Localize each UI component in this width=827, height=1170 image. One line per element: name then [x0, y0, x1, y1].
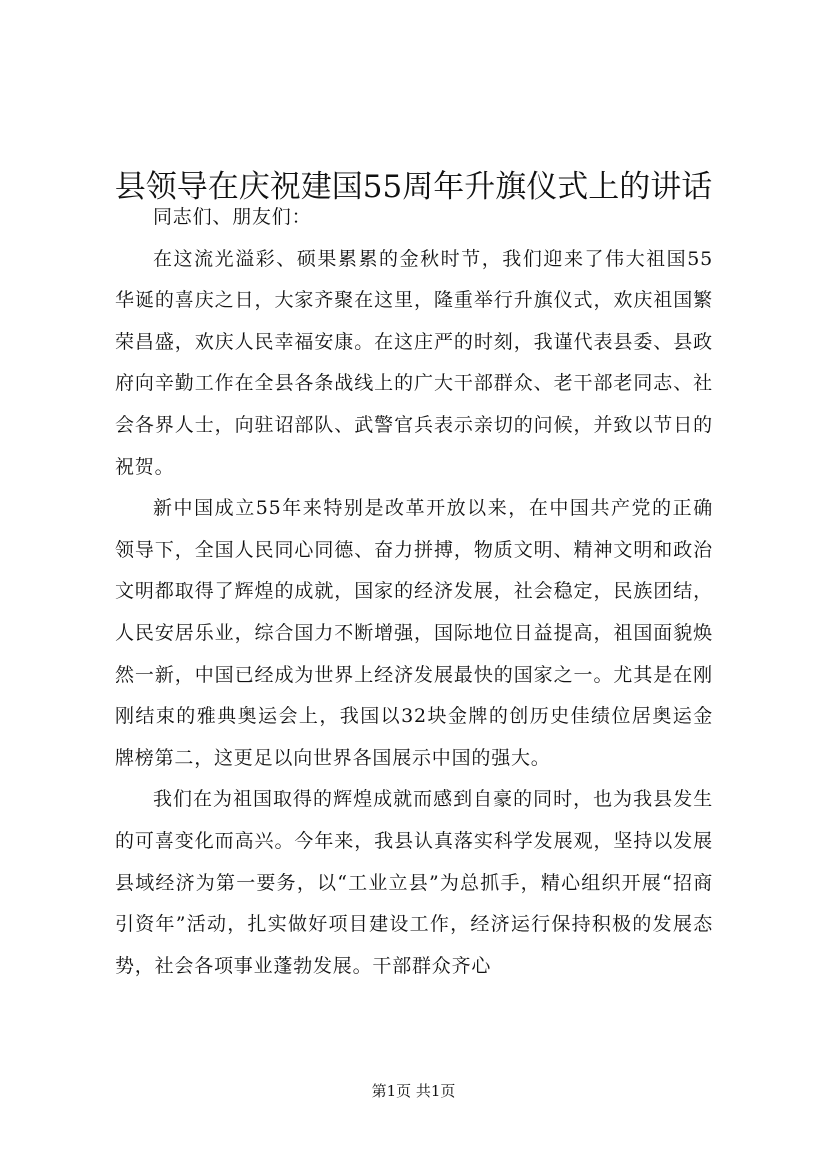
document-title: 县领导在庆祝建国55周年升旗仪式上的讲话 [114, 168, 713, 205]
salutation: 同志们、朋友们： [153, 206, 312, 228]
paragraph-2: 新中国成立55年来特别是改革开放以来，在中国共产党的正确领导下，全国人民同心同德、奋力拼搏，物质文明、精神文明和政治文明都取得了辉煌的成就，国家的经济发展，社会稳定，民族团结，人民安居乐业，综合国力不断增强，国际地位日益提高，祖国面貌焕然一新，中国已经成为世界上经济发展最快的国家之一。尤其是在刚刚结束的雅典奥运会上，我国以32块金牌的创历史佳绩位居奥运金牌榜第二，这更足以向世界各国展示中国的强大。 [115, 497, 713, 769]
paragraph-3: 我们在为祖国取得的辉煌成就而感到自豪的同时，也为我县发生的可喜变化而高兴。今年来，我县认真落实科学发展观，坚持以发展县域经济为第一要务，以“工业立县”为总抓手，精心组织开展“招商引资年”活动，扎实做好项目建设工作，经济运行保持积极的发展态势，社会各项事业蓬勃发展。干部群众齐心 [115, 788, 713, 977]
paragraph-1: 在这流光溢彩、硕果累累的金秋时节，我们迎来了伟大祖国55华诞的喜庆之日，大家齐聚在这里，隆重举行升旗仪式，欢庆祖国繁荣昌盛，欢庆人民幸福安康。在这庄严的时刻，我谨代表县委、县政府向辛勤工作在全县各条战线上的广大干部群众、老干部老同志、社会各界人士，向驻诏部队、武警官兵表示亲切的问候，并致以节日的祝贺。 [115, 247, 713, 478]
document-body [115, 197, 713, 987]
page-number-footer: 第1页 共1页 [371, 1082, 456, 1100]
